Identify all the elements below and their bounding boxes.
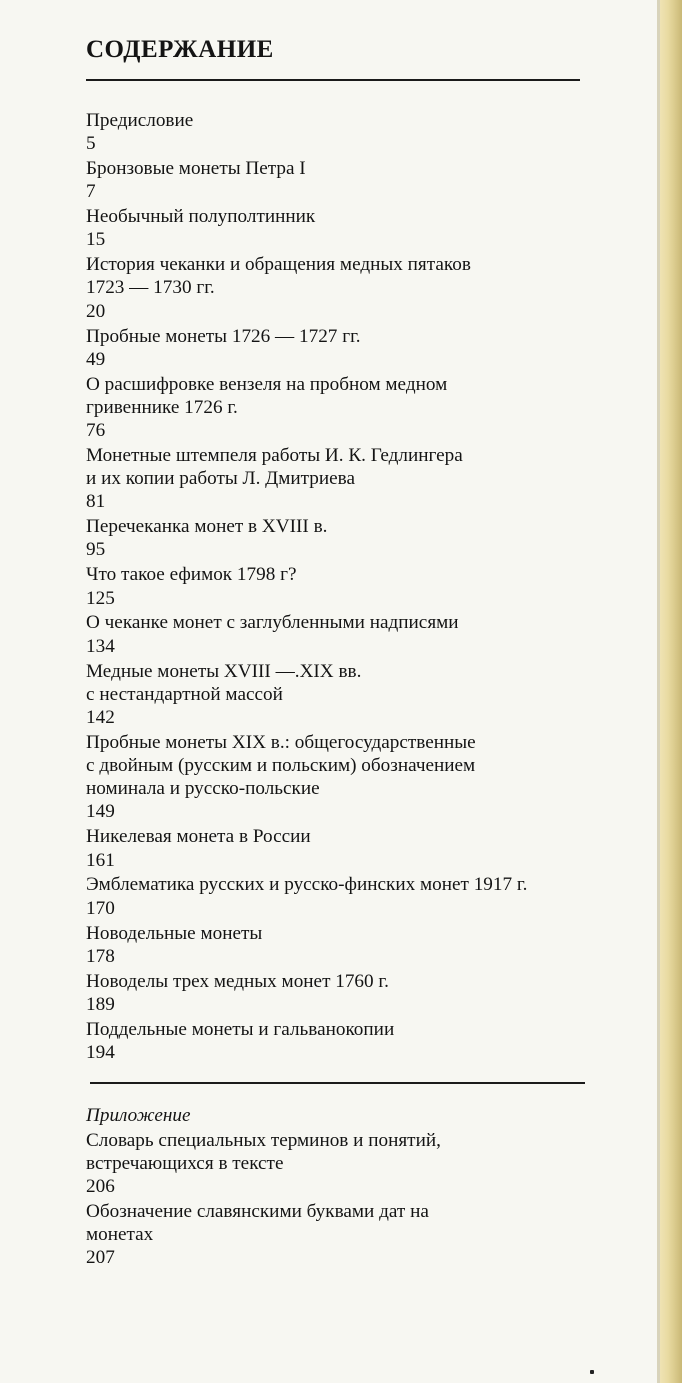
toc-entry — [86, 873, 606, 919]
toc-entry-title: Медные монеты XVIII —.XIX вв. с нестандартной массой — [86, 660, 362, 705]
toc-entry — [86, 731, 606, 824]
toc-entry-title: Новодельные монеты — [86, 922, 263, 944]
toc-entry-title: Никелевая монета в России — [86, 826, 311, 848]
toc-entry — [86, 109, 606, 155]
page-edge — [660, 0, 682, 1383]
toc-entry — [86, 157, 606, 203]
toc-entry — [86, 611, 606, 657]
toc-entry-page-number: 81 — [86, 491, 106, 513]
toc-entry — [86, 1129, 606, 1199]
toc-entry — [86, 1018, 606, 1064]
toc-entry — [86, 205, 606, 251]
toc-entry — [86, 970, 606, 1016]
toc-entry-page-number: 15 — [86, 229, 106, 251]
toc-entry-page-number: 134 — [86, 635, 115, 657]
toc-entry-page-number: 5 — [86, 133, 96, 155]
table-of-contents — [86, 109, 606, 1066]
toc-entry-title: Словарь специальных терминов и понятий, встречающихся в тексте — [86, 1129, 441, 1174]
appendix-label: Приложение — [86, 1105, 191, 1126]
toc-entry-title: О чеканке монет с заглубленными надписями — [86, 612, 459, 634]
toc-entry — [86, 325, 606, 371]
toc-entry-page-number: 95 — [86, 539, 106, 561]
toc-entry — [86, 563, 606, 609]
heading-divider — [86, 79, 580, 81]
toc-entry-page-number: 49 — [86, 348, 106, 370]
toc-entry — [86, 660, 606, 730]
toc-entry-title: Что такое ефимок 1798 г? — [86, 564, 297, 586]
toc-entry-page-number: 149 — [86, 801, 115, 823]
toc-entry — [86, 825, 606, 871]
toc-entry — [86, 373, 606, 443]
toc-entry-title: Обозначение славянскими буквами дат на монетах — [86, 1201, 429, 1246]
toc-entry-page-number: 20 — [86, 300, 106, 322]
toc-entry-title: Новоделы трех медных монет 1760 г. — [86, 970, 389, 992]
toc-entry-title: История чеканки и обращения медных пятаков 1723 — 1730 гг. — [86, 254, 471, 299]
toc-entry-page-number: 142 — [86, 706, 115, 728]
contents-heading: СОДЕРЖАНИЕ — [86, 36, 274, 63]
toc-entry-page-number: 161 — [86, 849, 115, 871]
toc-entry-page-number: 189 — [86, 993, 115, 1015]
toc-entry-title: Монетные штемпеля работы И. К. Гедлингера и их копии работы Л. Дмитриева — [86, 444, 463, 490]
toc-entry — [86, 444, 606, 514]
toc-entry-page-number: 170 — [86, 897, 115, 919]
appendix-list — [86, 1129, 606, 1270]
toc-entry — [86, 922, 606, 968]
toc-entry-title: О расшифровке вензеля на пробном медном гривеннике 1726 г. — [86, 373, 448, 418]
toc-entry-title: Предисловие — [86, 110, 194, 131]
toc-entry-title: Эмблематика русских и русско-финских монет 1917 г. — [86, 874, 528, 896]
toc-entry-title: Бронзовые монеты Петра I — [86, 158, 306, 180]
toc-entry — [86, 515, 606, 561]
toc-entry-title: Пробные монеты XIX в.: общегосударственные с двойным (русским и польским) обозначением номинала и русско-польские — [86, 731, 476, 800]
toc-entry-page-number: 178 — [86, 945, 115, 967]
toc-entry-page-number: 207 — [86, 1247, 115, 1269]
toc-entry-page-number: 206 — [86, 1176, 115, 1198]
toc-entry-title: Поддельные монеты и гальванокопии — [86, 1018, 395, 1040]
toc-entry-page-number: 194 — [86, 1041, 115, 1063]
toc-entry-page-number: 76 — [86, 420, 106, 442]
toc-entry-page-number: 7 — [86, 181, 96, 203]
print-speck — [590, 1370, 594, 1374]
toc-entry-page-number: 125 — [86, 587, 115, 609]
appendix-divider — [90, 1082, 585, 1084]
appendix-section — [86, 1104, 606, 1271]
toc-entry-title: Перечеканка монет в XVIII в. — [86, 516, 328, 538]
toc-entry — [86, 1200, 606, 1270]
toc-entry — [86, 253, 606, 323]
toc-entry-title: Пробные монеты 1726 — 1727 гг. — [86, 325, 361, 347]
toc-entry-title: Необычный полуполтинник — [86, 206, 316, 228]
